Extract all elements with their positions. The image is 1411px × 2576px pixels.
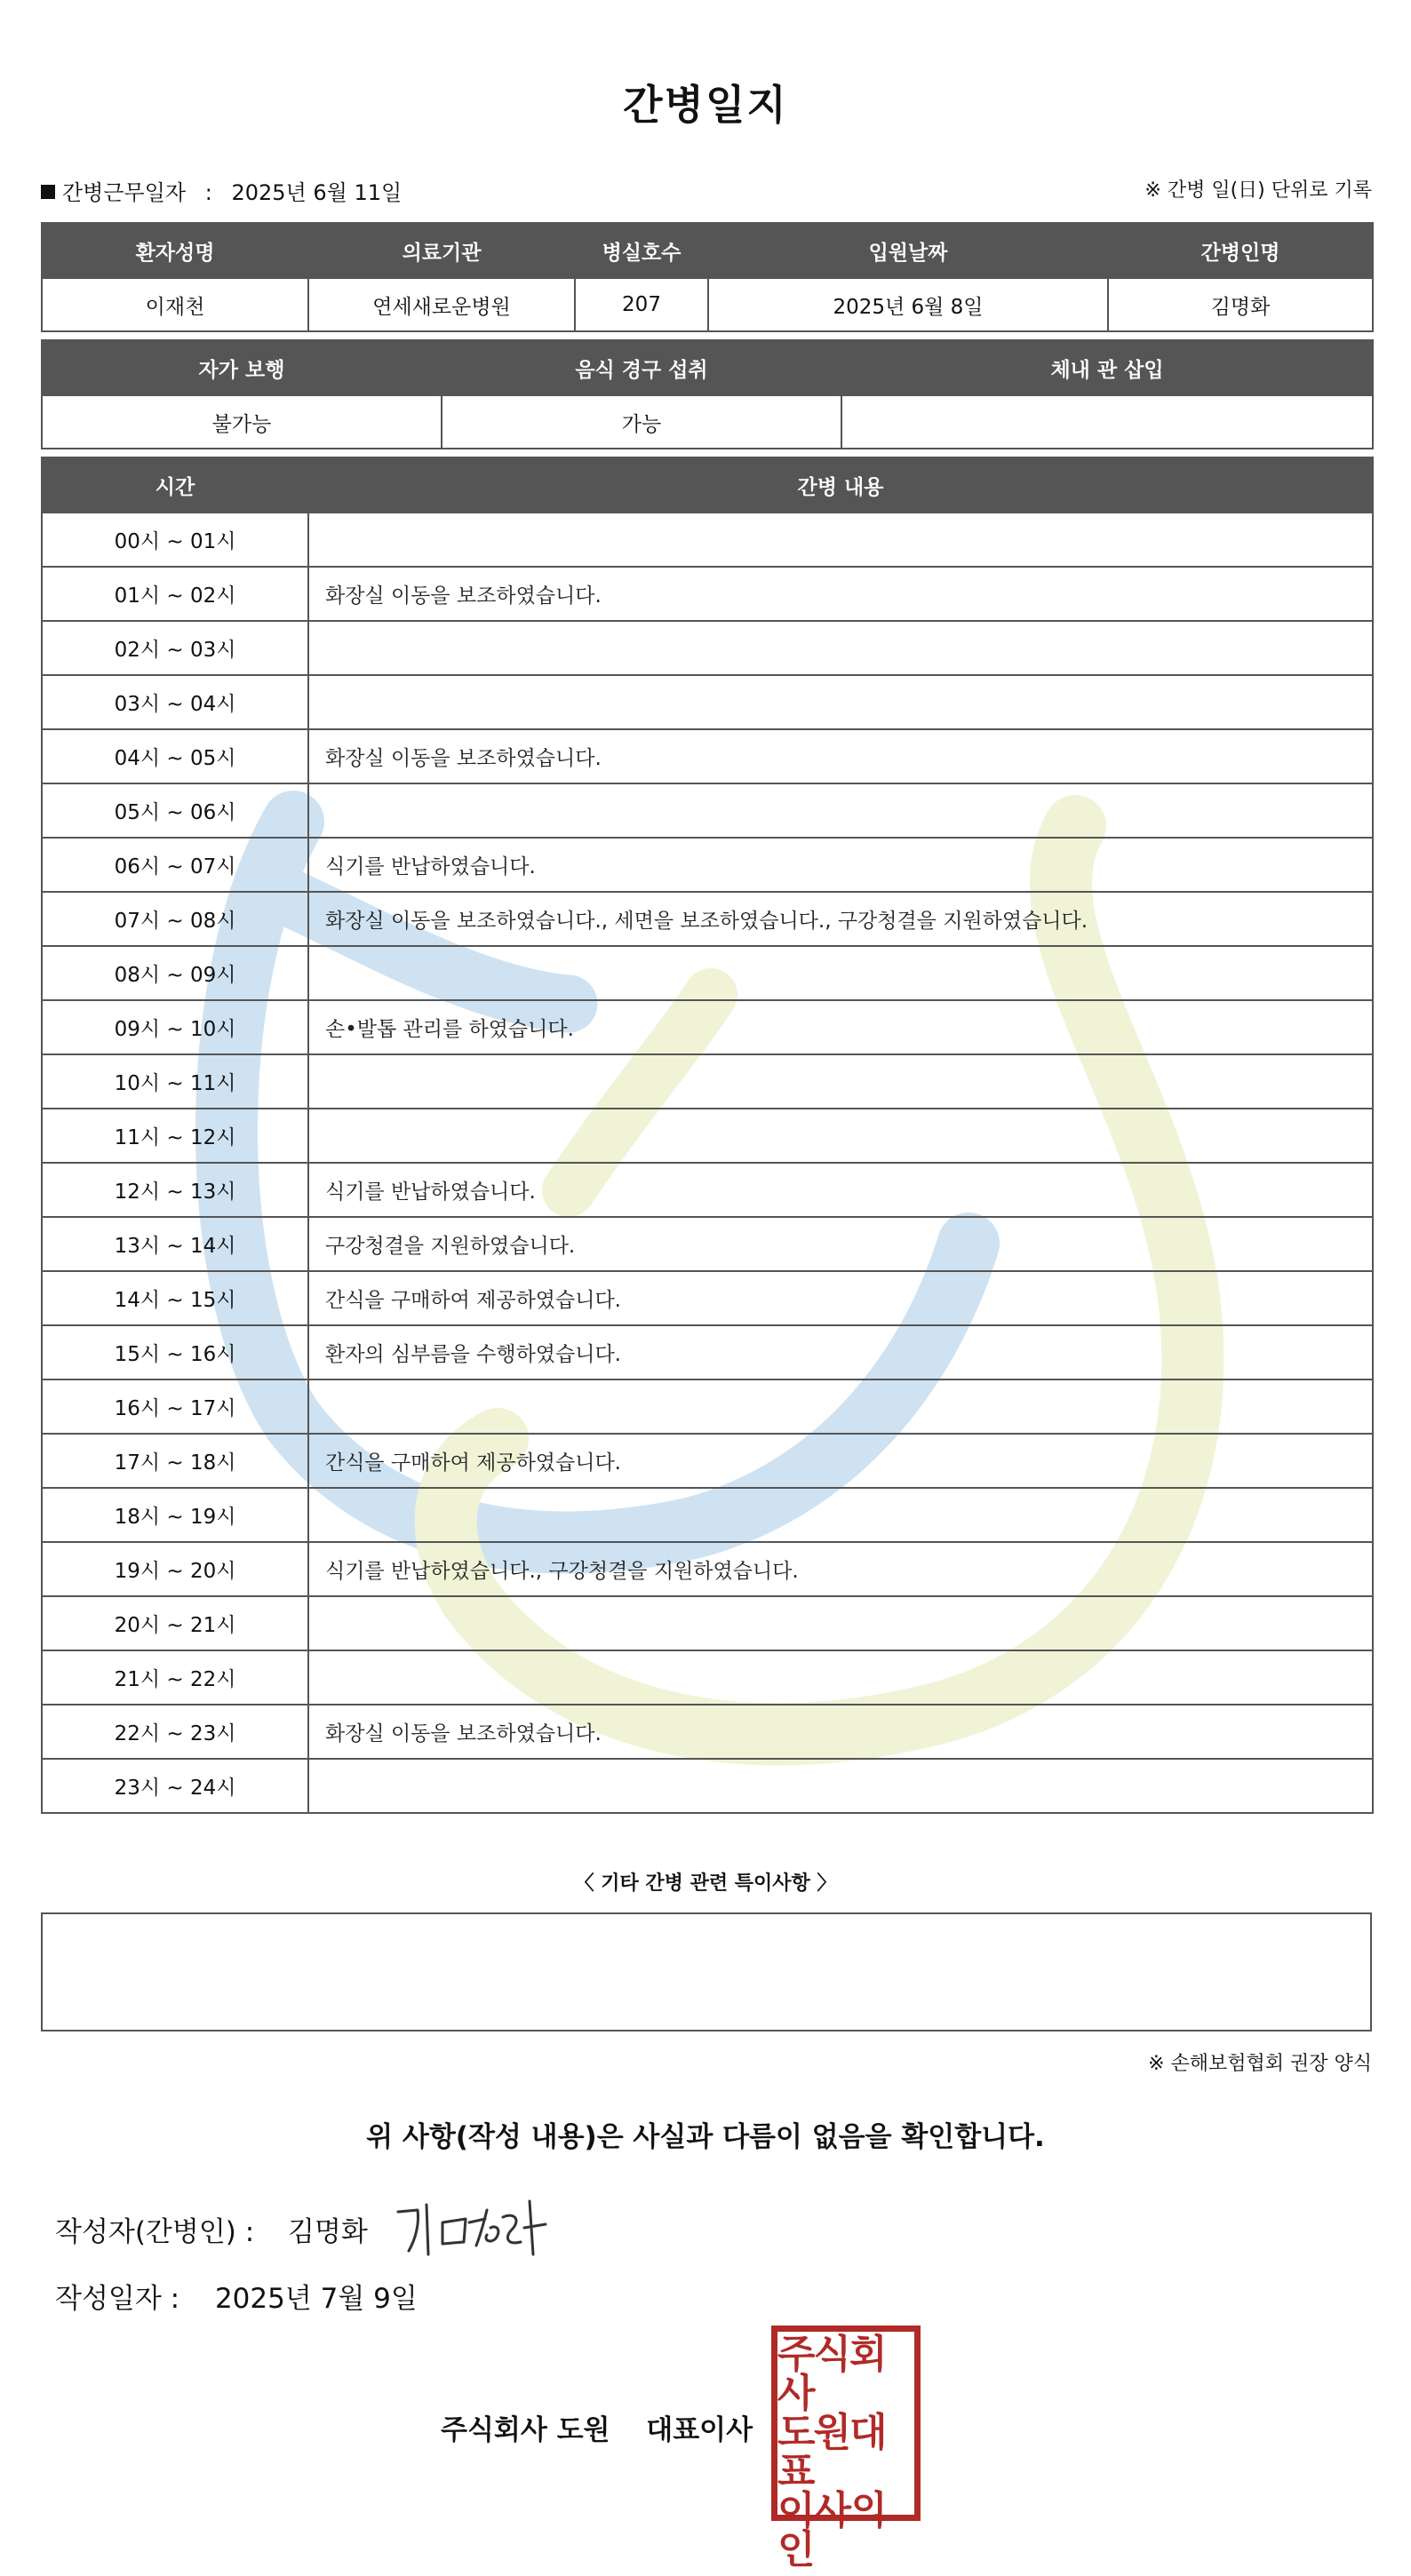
table-row (42, 1705, 1373, 1759)
time-slot: 15시 ~ 16시 (42, 1325, 308, 1379)
time-slot: 22시 ~ 23시 (42, 1705, 308, 1759)
unit-note: ※ 간병 일(日) 단위로 기록 (1144, 179, 1372, 202)
table-row (42, 1109, 1373, 1163)
patient-status-table (41, 339, 1374, 449)
write-date-value: 2025년 7월 9일 (214, 2283, 418, 2315)
care-content: 구강청결을 지원하였습니다. (308, 1217, 1373, 1271)
table-row (42, 1163, 1373, 1217)
admission-date: 2025년 6월 8일 (708, 278, 1108, 331)
room-number: 207 (575, 278, 708, 331)
seal-line-3: 이사의인 (777, 2488, 886, 2572)
table-row (42, 1650, 1373, 1705)
care-content (308, 1596, 1373, 1650)
oral-intake-status: 가능 (442, 395, 841, 449)
caregiver-name: 김명화 (1108, 278, 1373, 331)
care-content (308, 1109, 1373, 1163)
write-date-label: 작성일자 : (55, 2283, 180, 2315)
care-content (308, 1488, 1373, 1542)
time-slot: 18시 ~ 19시 (42, 1488, 308, 1542)
seal-line-1: 주식회사 (777, 2332, 886, 2416)
table-row (42, 1759, 1373, 1813)
notes-box (41, 1912, 1372, 2031)
table-row (42, 729, 1373, 783)
table-row (42, 1271, 1373, 1325)
hospital-name: 연세새로운병원 (308, 278, 575, 331)
care-content: 간식을 구매하여 제공하였습니다. (308, 1271, 1373, 1325)
table-row (42, 1596, 1373, 1650)
time-slot: 00시 ~ 01시 (42, 513, 308, 567)
care-content: 손•발톱 관리를 하였습니다. (308, 1000, 1373, 1054)
header-admission-date: 입원날짜 (708, 223, 1108, 278)
time-slot: 06시 ~ 07시 (42, 838, 308, 892)
header-time: 시간 (42, 457, 308, 513)
care-log-table (41, 457, 1374, 1814)
table-row (42, 838, 1373, 892)
care-content: 화장실 이동을 보조하였습니다. (308, 567, 1373, 621)
work-date-value: 2025년 6월 11일 (231, 180, 403, 205)
patient-info-table (41, 222, 1374, 332)
time-slot: 04시 ~ 05시 (42, 729, 308, 783)
header-care-content: 간병 내용 (308, 457, 1373, 513)
confirmation-statement: 위 사항(작성 내용)은 사실과 다름이 없음을 확인합니다. (366, 2121, 1045, 2153)
table-row (42, 1000, 1373, 1054)
header-room: 병실호수 (575, 223, 708, 278)
header-tube: 체내 관 삽입 (841, 340, 1373, 395)
time-slot: 11시 ~ 12시 (42, 1109, 308, 1163)
care-content (308, 621, 1373, 675)
care-content (308, 1379, 1373, 1434)
time-slot: 09시 ~ 10시 (42, 1000, 308, 1054)
tube-status (841, 395, 1373, 449)
header-caregiver: 간병인명 (1108, 223, 1373, 278)
table-row (42, 1488, 1373, 1542)
company-role: 대표이사 (646, 2414, 753, 2446)
write-date-line (55, 2276, 418, 2316)
care-content: 식기를 반납하였습니다. (308, 1163, 1373, 1217)
work-date (41, 175, 402, 206)
handwritten-signature (391, 2192, 551, 2263)
header-walking: 자가 보행 (42, 340, 442, 395)
table-row (42, 1054, 1373, 1109)
time-slot: 07시 ~ 08시 (42, 892, 308, 946)
table-row (42, 513, 1373, 567)
care-content (308, 783, 1373, 838)
care-content (308, 1054, 1373, 1109)
page-title: 간병일지 (623, 81, 788, 129)
care-content: 화장실 이동을 보조하였습니다. (308, 1705, 1373, 1759)
table-row (42, 1379, 1373, 1434)
time-slot: 20시 ~ 21시 (42, 1596, 308, 1650)
time-slot: 14시 ~ 15시 (42, 1271, 308, 1325)
time-slot: 19시 ~ 20시 (42, 1542, 308, 1596)
time-slot: 01시 ~ 02시 (42, 567, 308, 621)
table-row (42, 1325, 1373, 1379)
time-slot: 02시 ~ 03시 (42, 621, 308, 675)
time-slot: 08시 ~ 09시 (42, 946, 308, 1000)
company-line (441, 2407, 753, 2447)
care-content: 화장실 이동을 보조하였습니다. (308, 729, 1373, 783)
time-slot: 05시 ~ 06시 (42, 783, 308, 838)
table-row (42, 621, 1373, 675)
time-slot: 13시 ~ 14시 (42, 1217, 308, 1271)
notes-title: 〈 기타 간병 관련 특이사항 〉 (574, 1872, 837, 1895)
table-row (42, 783, 1373, 838)
table-row (42, 892, 1373, 946)
table-row (42, 1434, 1373, 1488)
care-content: 화장실 이동을 보조하였습니다., 세면을 보조하였습니다., 구강청결을 지원하였습니다. (308, 892, 1373, 946)
writer-label: 작성자(간병인) : (55, 2216, 255, 2248)
patient-name: 이재천 (42, 278, 308, 331)
table-row (42, 567, 1373, 621)
time-slot: 12시 ~ 13시 (42, 1163, 308, 1217)
walking-status: 불가능 (42, 395, 442, 449)
form-note: ※ 손해보험협회 권장 양식 (1148, 2053, 1372, 2075)
header-oral-intake: 음식 경구 섭취 (442, 340, 841, 395)
time-slot: 16시 ~ 17시 (42, 1379, 308, 1434)
care-content (308, 946, 1373, 1000)
time-slot: 21시 ~ 22시 (42, 1650, 308, 1705)
company-seal-stamp (771, 2326, 921, 2572)
care-content: 환자의 심부름을 수행하였습니다. (308, 1325, 1373, 1379)
time-slot: 03시 ~ 04시 (42, 675, 308, 729)
time-slot: 17시 ~ 18시 (42, 1434, 308, 1488)
header-patient-name: 환자성명 (42, 223, 308, 278)
header-hospital: 의료기관 (308, 223, 575, 278)
time-slot: 23시 ~ 24시 (42, 1759, 308, 1813)
company-name: 주식회사 도원 (441, 2414, 610, 2446)
care-content: 식기를 반납하였습니다. (308, 838, 1373, 892)
work-date-label: 간병근무일자 (62, 180, 187, 205)
writer-line (55, 2209, 368, 2249)
work-date-separator: : (204, 180, 212, 205)
writer-name: 김명화 (288, 2216, 368, 2248)
seal-line-2: 도원대표 (777, 2410, 886, 2494)
bullet-square-icon (41, 185, 55, 199)
time-slot: 10시 ~ 11시 (42, 1054, 308, 1109)
care-content (308, 1650, 1373, 1705)
care-content (308, 1759, 1373, 1813)
table-row (42, 946, 1373, 1000)
care-content (308, 513, 1373, 567)
care-content: 간식을 구매하여 제공하였습니다. (308, 1434, 1373, 1488)
table-row (42, 1542, 1373, 1596)
table-row (42, 675, 1373, 729)
care-content (308, 675, 1373, 729)
table-row (42, 1217, 1373, 1271)
care-content: 식기를 반납하였습니다., 구강청결을 지원하였습니다. (308, 1542, 1373, 1596)
